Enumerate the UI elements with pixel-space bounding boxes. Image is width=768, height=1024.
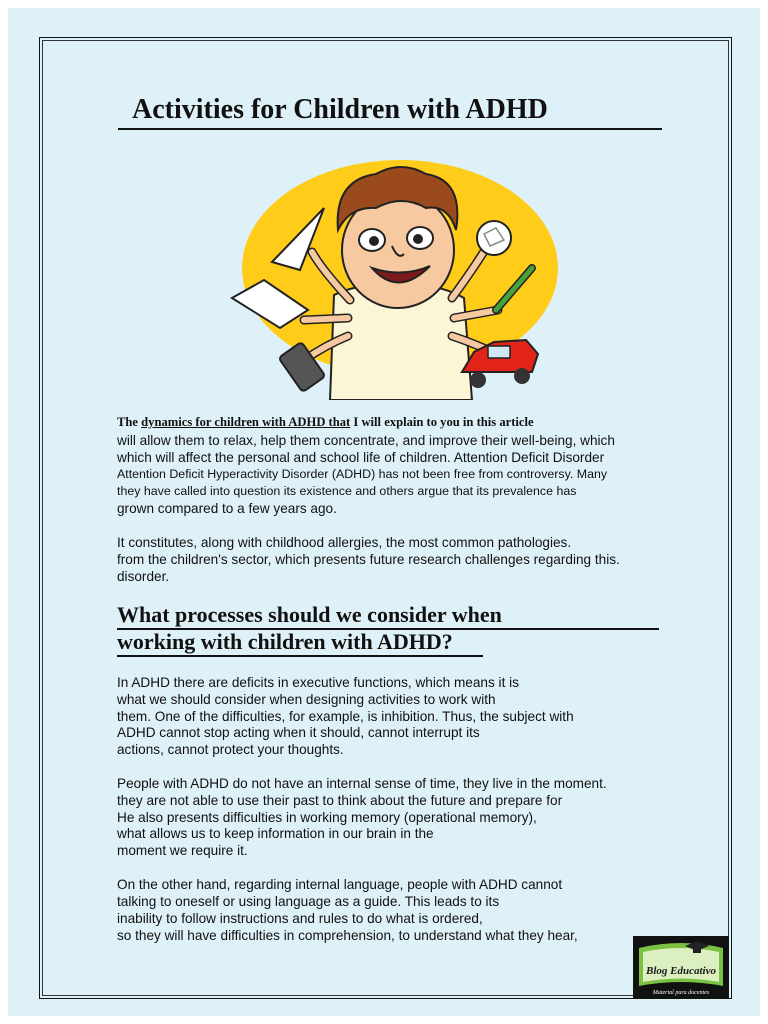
paragraph-line: In ADHD there are deficits in executive functions, which means it is: [117, 675, 519, 690]
adhd-child-illustration: [226, 150, 568, 400]
paragraph-line: so they will have difficulties in comprehension, to understand what they hear,: [117, 928, 578, 943]
paragraph-line: inability to follow instructions and rules to do what is ordered,: [117, 911, 483, 926]
paragraph-line: what allows us to keep information in our brain in the: [117, 826, 434, 841]
intro-line: grown compared to a few years ago.: [117, 501, 337, 516]
paragraph-line: ADHD cannot stop acting when it should, cannot interrupt its: [117, 725, 480, 740]
underlined-phrase: dynamics for children with ADHD that: [141, 415, 351, 429]
paragraph-line: actions, cannot protect your thoughts.: [117, 742, 344, 757]
page-title: Activities for Children with ADHD: [118, 92, 662, 130]
paragraph-line: moment we require it.: [117, 843, 248, 858]
logo-tagline: Material para docentes: [652, 990, 710, 996]
paragraph-line: they are not able to use their past to think about the future and prepare for: [117, 793, 563, 808]
paragraph-line: what we should consider when designing activities to work with: [117, 692, 496, 707]
paragraph-line: He also presents difficulties in working memory (operational memory),: [117, 810, 537, 825]
intro-bold-line: The dynamics for children with ADHD that I will explain to you in this article: [117, 415, 534, 429]
intro-line: they have called into question its existence and others argue that its prevalence has: [117, 484, 577, 498]
paragraph-line: them. One of the difficulties, for example, is inhibition. Thus, the subject with: [117, 709, 574, 724]
blog-educativo-logo: [633, 936, 729, 998]
paragraph-line: from the children's sector, which presents future research challenges regarding this.: [117, 552, 620, 567]
paragraph-line: talking to oneself or using language as a guide. This leads to its: [117, 894, 500, 909]
paragraph-line: People with ADHD do not have an internal sense of time, they live in the moment.: [117, 776, 607, 791]
intro-line: Attention Deficit Hyperactivity Disorder (ADHD) has not been free from controversy. Many: [117, 467, 608, 481]
paragraph-line: On the other hand, regarding internal language, people with ADHD cannot: [117, 877, 563, 892]
paragraph-line: It constitutes, along with childhood allergies, the most common pathologies.: [117, 535, 572, 550]
intro-line: will allow them to relax, help them concentrate, and improve their well-being, which: [117, 433, 615, 448]
section-heading-line2: working with children with ADHD?: [117, 629, 483, 657]
section-heading-line1: What processes should we consider when: [117, 602, 659, 630]
paragraph-line: disorder.: [117, 569, 170, 584]
logo-name: Blog Educativo: [646, 965, 716, 977]
intro-line: which will affect the personal and school life of children. Attention Deficit Disorder: [117, 450, 605, 465]
